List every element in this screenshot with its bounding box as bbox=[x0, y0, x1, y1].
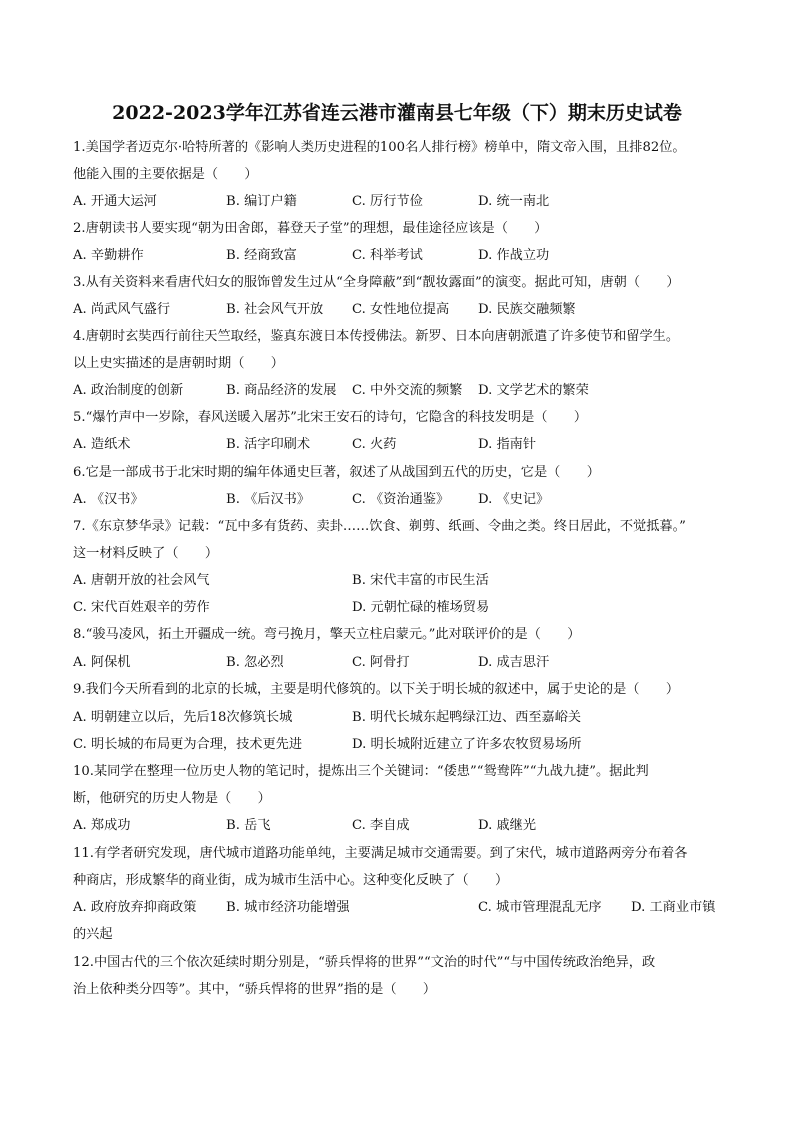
question-3-option-c[interactable]: C. 女性地位提高 bbox=[352, 302, 450, 317]
question-11-option-b[interactable]: B. 城市经济功能增强 bbox=[226, 900, 350, 915]
question-10-option-d[interactable]: D. 戚继光 bbox=[478, 818, 537, 833]
question-9-text: 9.我们今天所看到的北京的长城，主要是明代修筑的。以下关于明长城的叙述中，属于史论的是（ ） bbox=[73, 682, 680, 697]
question-5-option-a[interactable]: A. 造纸术 bbox=[73, 437, 131, 452]
question-5-option-b[interactable]: B. 活字印刷术 bbox=[226, 437, 311, 452]
question-4-text: 4.唐朝时玄奘西行前往天竺取经，鉴真东渡日本传授佛法。新罗、日本向唐朝派遣了许多使节和留学生。 bbox=[73, 329, 680, 344]
question-10-text: 断，他研究的历史人物是（ ） bbox=[73, 791, 271, 806]
question-10-text: 10.某同学在整理一位历史人物的笔记时，提炼出三个关键词：“倭患”“鸳鸯阵”“九战九捷”。据此判 bbox=[73, 764, 649, 779]
question-2-option-a[interactable]: A. 辛勤耕作 bbox=[73, 248, 144, 263]
question-3-text: 3.从有关资料来看唐代妇女的服饰曾发生过从“全身障蔽”到“靓妆露面”的演变。据此可知，唐朝（ ） bbox=[73, 275, 680, 290]
question-2-option-c[interactable]: C. 科举考试 bbox=[352, 248, 423, 263]
question-1-option-d[interactable]: D. 统一南北 bbox=[478, 194, 550, 209]
question-7-text: 7.《东京梦华录》记载：“瓦中多有货药、卖卦……饮食、剃剪、纸画、令曲之类。终日居此，不觉抵暮。” bbox=[73, 519, 686, 534]
question-4-text: 以上史实描述的是唐朝时期（ ） bbox=[73, 356, 284, 371]
question-2-text: 2.唐朝读书人要实现“朝为田舍郎，暮登天子堂”的理想，最佳途径应该是（ ） bbox=[73, 221, 548, 236]
question-4-option-b[interactable]: B. 商品经济的发展 bbox=[226, 383, 337, 398]
question-5-option-d[interactable]: D. 指南针 bbox=[478, 437, 537, 452]
page-title: 2022-2023学年江苏省连云港市灌南县七年级（下）期末历史试卷 bbox=[112, 102, 682, 124]
question-1-option-b[interactable]: B. 编订户籍 bbox=[226, 194, 297, 209]
question-7-option-c[interactable]: C. 宋代百姓艰辛的劳作 bbox=[73, 600, 210, 615]
question-11-option-d-continuation: 的兴起 bbox=[73, 927, 113, 942]
question-6-option-a[interactable]: A. 《汉书》 bbox=[73, 492, 144, 507]
question-9-option-c[interactable]: C. 明长城的布局更为合理，技术更先进 bbox=[73, 737, 303, 752]
question-11-option-c[interactable]: C. 城市管理混乱无序 bbox=[478, 900, 602, 915]
question-11-option-a[interactable]: A. 政府放弃抑商政策 bbox=[73, 900, 197, 915]
question-4-option-d[interactable]: D. 文学艺术的繁荣 bbox=[478, 383, 589, 398]
question-6-option-b[interactable]: B. 《后汉书》 bbox=[226, 492, 311, 507]
question-7-option-b[interactable]: B. 宋代丰富的市民生活 bbox=[352, 573, 489, 588]
question-3-option-a[interactable]: A. 尚武风气盛行 bbox=[73, 302, 171, 317]
question-1-option-a[interactable]: A. 开通大运河 bbox=[73, 194, 157, 209]
question-3-option-b[interactable]: B. 社会风气开放 bbox=[226, 302, 324, 317]
question-12-text: 治上依种类分四等”。其中，“骄兵悍将的世界”指的是（ ） bbox=[73, 982, 437, 997]
question-1-text: 他能入围的主要依据是（ ） bbox=[73, 167, 258, 182]
question-9-option-a[interactable]: A. 明朝建立以后，先后18次修筑长城 bbox=[73, 710, 293, 725]
question-10-option-a[interactable]: A. 郑成功 bbox=[73, 818, 131, 833]
question-11-option-d[interactable]: D. 工商业市镇 bbox=[631, 900, 716, 915]
question-5-text: 5.“爆竹声中一岁除，春风送暖入屠苏”北宋王安石的诗句，它隐含的科技发明是（ ） bbox=[73, 410, 587, 425]
question-6-option-c[interactable]: C. 《资治通鉴》 bbox=[352, 492, 450, 507]
question-10-option-b[interactable]: B. 岳飞 bbox=[226, 818, 271, 833]
question-7-option-d[interactable]: D. 元朝忙碌的榷场贸易 bbox=[352, 600, 490, 615]
question-4-option-c[interactable]: C. 中外交流的频繁 bbox=[352, 383, 463, 398]
question-4-option-a[interactable]: A. 政治制度的创新 bbox=[73, 383, 184, 398]
question-5-option-c[interactable]: C. 火药 bbox=[352, 437, 397, 452]
question-1-option-c[interactable]: C. 厉行节俭 bbox=[352, 194, 423, 209]
question-8-option-d[interactable]: D. 成吉思汗 bbox=[478, 655, 550, 670]
question-3-option-d[interactable]: D. 民族交融频繁 bbox=[478, 302, 576, 317]
question-8-text: 8.“骏马凌风，拓土开疆成一统。弯弓挽月，擎天立柱启蒙元。”此对联评价的是（ ） bbox=[73, 627, 581, 642]
question-9-option-b[interactable]: B. 明代长城东起鸭绿江边、西至嘉峪关 bbox=[352, 710, 582, 725]
question-7-text: 这一材料反映了（ ） bbox=[73, 546, 219, 561]
question-12-text: 12.中国古代的三个依次延续时期分别是，“骄兵悍将的世界”“文治的时代”“与中国传统政治绝异，政 bbox=[73, 955, 656, 970]
question-8-option-c[interactable]: C. 阿骨打 bbox=[352, 655, 410, 670]
question-2-option-d[interactable]: D. 作战立功 bbox=[478, 248, 550, 263]
question-1-text: 1.美国学者迈克尔·哈特所著的《影响人类历史进程的100名人排行榜》榜单中，隋文帝入围，且排82位。 bbox=[73, 140, 686, 155]
question-8-option-b[interactable]: B. 忽必烈 bbox=[226, 655, 284, 670]
question-7-option-a[interactable]: A. 唐朝开放的社会风气 bbox=[73, 573, 210, 588]
question-8-option-a[interactable]: A. 阿保机 bbox=[73, 655, 131, 670]
question-11-text: 11.有学者研究发现，唐代城市道路功能单纯，主要满足城市交通需要。到了宋代，城市道路两旁分布着各 bbox=[73, 846, 688, 861]
question-6-option-d[interactable]: D. 《史记》 bbox=[478, 492, 550, 507]
question-6-text: 6.它是一部成书于北宋时期的编年体通史巨著，叙述了从战国到五代的历史，它是（ ） bbox=[73, 465, 600, 480]
question-9-option-d[interactable]: D. 明长城附近建立了许多农牧贸易场所 bbox=[352, 737, 582, 752]
question-2-option-b[interactable]: B. 经商致富 bbox=[226, 248, 297, 263]
question-11-text: 种商店，形成繁华的商业街，成为城市生活中心。这种变化反映了（ ） bbox=[73, 873, 509, 888]
question-10-option-c[interactable]: C. 李自成 bbox=[352, 818, 410, 833]
